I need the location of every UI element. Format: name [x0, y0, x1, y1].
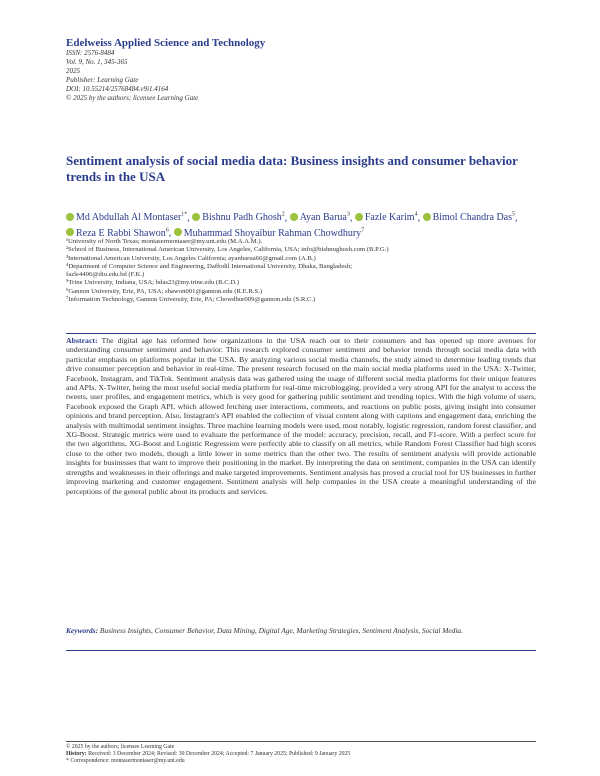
affiliation: ³International American University, Los Angeles California; ayanbarua66@gmail.com (A.B.): [66, 254, 316, 262]
abstract: [66, 336, 536, 496]
affiliation: ⁵Trine University, Indiana, USA; bdas23@my.trine.edu (B.C.D.): [66, 279, 240, 287]
footer: [66, 744, 536, 765]
affiliation: ²School of Business, International American University, Los Angeles, California, USA; info@bishnughosh.com (B.P.G.): [66, 246, 389, 254]
author[interactable]: Bimol Chandra Das$^5$: [423, 212, 515, 223]
journal-meta: [66, 49, 198, 103]
orcid-icon[interactable]: [66, 228, 74, 236]
publisher: Publisher: Learning Gate: [66, 76, 139, 84]
orcid-icon[interactable]: [66, 213, 74, 221]
affiliation: fazle4496@diu.edu.bd (F.K.): [66, 271, 145, 279]
author[interactable]: Fazle Karim$^4$: [355, 212, 418, 223]
doi[interactable]: DOI: 10.55214/25768484.v9i1.4164: [66, 85, 169, 93]
issn: ISSN: 2576-8484: [66, 49, 115, 57]
keywords-bottom-rule: [66, 650, 536, 651]
abstract-label: Abstract:: [66, 336, 98, 345]
keywords-text: Business Insights, Consumer Behavior, Data Mining, Digital Age, Marketing Strategies, Sentiment Analysis, Social Media.: [99, 626, 463, 635]
journal-name: Edelweiss Applied Science and Technology: [66, 37, 266, 49]
paper-title: Sentiment analysis of social media data: Business insights and consumer behavior trends in the USA: [66, 153, 518, 184]
orcid-icon[interactable]: [174, 228, 182, 236]
author[interactable]: Ayan Barua$^3$: [290, 212, 350, 223]
footer-rule: [66, 741, 536, 742]
orcid-icon[interactable]: [290, 213, 298, 221]
orcid-icon[interactable]: [192, 213, 200, 221]
author[interactable]: Reza E Rabbi Shawon$^6$: [66, 228, 169, 239]
keywords: [66, 626, 536, 635]
author[interactable]: Md Abdullah Al Montaser$^{1*}$: [66, 212, 187, 223]
author[interactable]: Muhammad Shoyaibur Rahman Chowdhury$^7$: [174, 228, 364, 239]
copyright-line: © 2025 by the authors; licensee Learning Gate: [66, 94, 199, 102]
volume: Vol. 9, No. 1, 345-365: [66, 58, 128, 66]
affiliation: ⁴Department of Computer Science and Engineering, Daffodil International University, Dhaka, Bangladesh;: [66, 262, 353, 270]
affiliation: ⁷Information Technology, Gannon University, Erie, PA; Chowdhur009@gannon.edu (S.R.C.): [66, 296, 316, 304]
footer-history: History: Received: 3 December 2024; Revised: 30 December 2024; Accepted: 7 January 2025; Published: 9 January 2025: [66, 751, 351, 757]
abstract-top-rule: [66, 333, 536, 334]
keywords-label: Keywords:: [66, 626, 99, 635]
abstract-text: The digital age has reformed how organizations in the USA reach out to their consumers and has opened up more avenues for understanding consumer sentiment and behavior. This research explored consumer sentiment and behavior trends through social media data with particular emphasis on platforms popular in the USA. By analyzing various social media channels, the study aimed to determine leading trends that drive consumer perception and behavior in real-time. The present research focused on the main social media platforms used in the USA: X-Twitter, Facebook, Instagram, and TikTok. Sentiment analysis data was gathered using the usage of different social media platforms for their unique features and APIs. X-Twitter, being the most useful social media platform for real-time microblogging, provided a very strong API for the analyst to access the tweets, user profiles, and engagement metrics, which is very good for gathering public sentiment and trending topics. With the high volume of users, Facebook exposed the Graph API, which allowed fetching user interactions, comments, and reactions on public posts, giving insight into consumer opinions and brand perception. Also, Instagram's API enabled the collection of visual content along with captions and engagement data, enriching the analysis with multimodal sentiment insights. Three machine learning models were used, most notably, logistic regression, random forest classifier, and XG-Boost. Strategic metrics were used to evaluate the performance of the model: accuracy, precision, recall, and F1-score. With a perfect score for the two algorithms, XG-Boost and Logistic Regression were perfectly able to classify on all metrics, while Random Forest Classifier had high scores close to the other two models, though a little lower in some metrics than the other two. The results of sentiment analysis will provide actionable insights for businesses that want to improve their positioning in the market. By interpreting the data on sentiment, companies in the USA can identify strengths and weaknesses in their offerings and make targeted improvements. Sentiment analysis has proved a crucial tool for US businesses in further improving marketing and customer engagement. Sentiment analysis will help companies in the USA create a meaningful understanding of the perceptions of the general public about its products and services.: [66, 336, 536, 496]
affiliation: ⁶Gannon University, Erie, PA, USA; shawon001@gannon.edu (R.E.R.S.): [66, 287, 263, 295]
author-list: Md Abdullah Al Montaser$^{1*}$, Bishnu Padh Ghosh$^2$, Ayan Barua$^3$, Fazle Karim$^4$, Bimol Chandra Das$^5$, Reza E Rabbi Shawon$^6$, Muhammad Shoyaibur Rahman Chowdhury$^7$: [66, 209, 536, 240]
footer-copyright: © 2025 by the authors; licensee Learning Gate: [66, 744, 175, 750]
author[interactable]: Bishnu Padh Ghosh$^2$: [192, 212, 284, 223]
affiliation: ¹University of North Texas; montasermontaser@my.unt.edu (M.A.A.M.).: [66, 238, 263, 245]
year: 2025: [66, 67, 80, 75]
orcid-icon[interactable]: [423, 213, 431, 221]
orcid-icon[interactable]: [355, 213, 363, 221]
affiliations: [66, 238, 536, 304]
footer-correspondence: * Correspondence: montasermontaser@my.unt.edu: [66, 758, 185, 764]
